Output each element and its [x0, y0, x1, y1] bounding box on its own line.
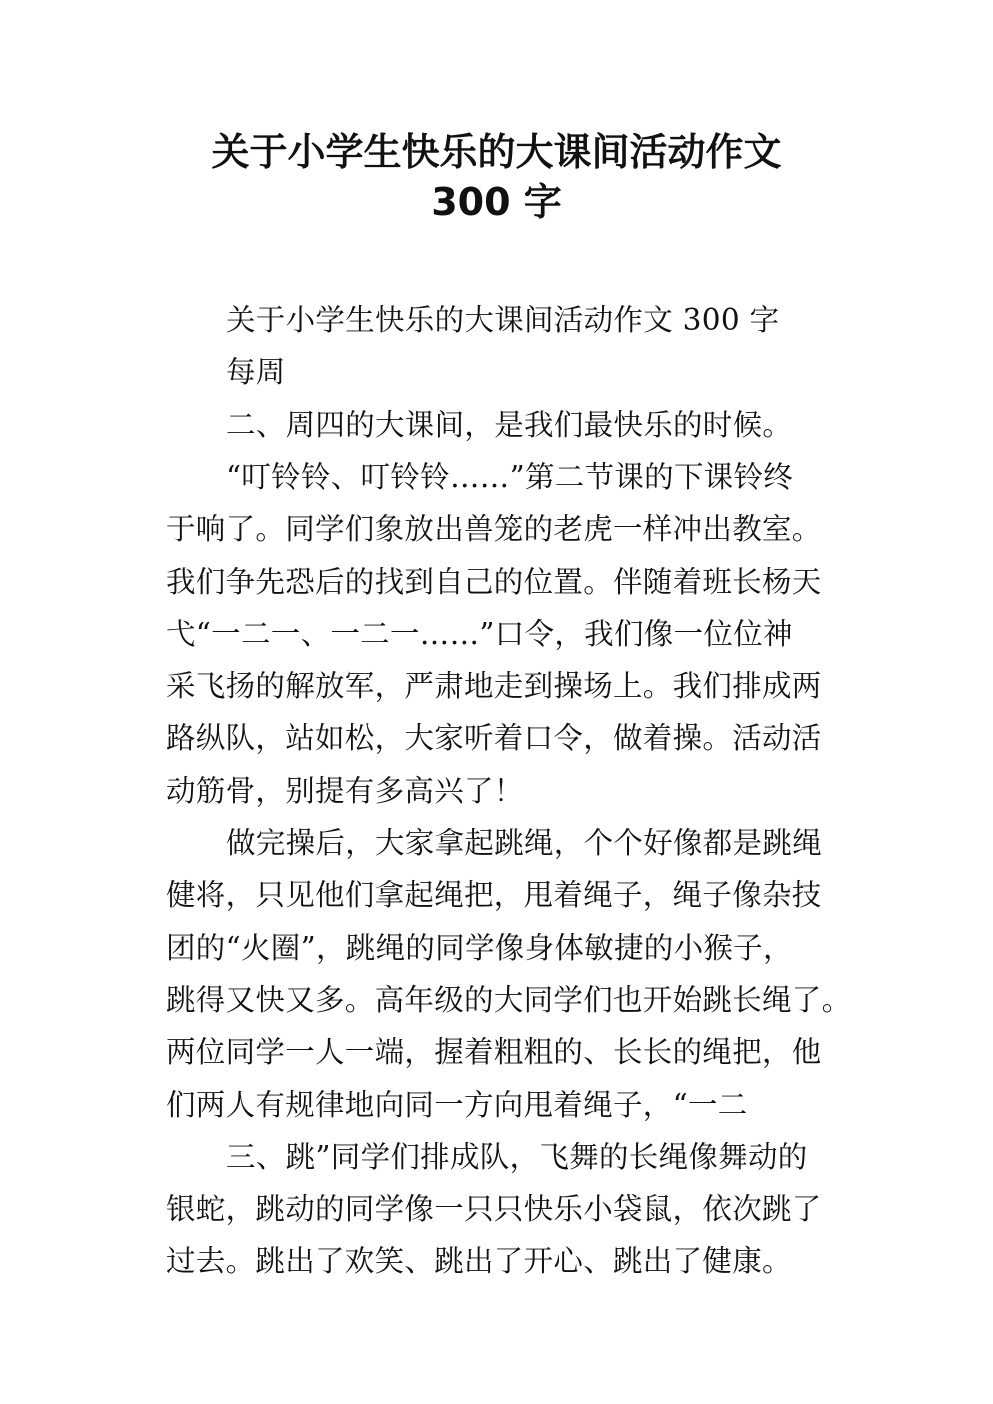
body-text-line: 做完操后，大家拿起跳绳，个个好像都是跳绳 — [226, 826, 823, 860]
body-text-line: 二、周四的大课间，是我们最快乐的时候。 — [226, 407, 793, 442]
body-text-line: 三、跳”同学们排成队，飞舞的长绳像舞动的 — [226, 1139, 808, 1174]
document-title-line-1: 关于小学生快乐的大课间活动作文 — [211, 130, 782, 174]
body-text-line: 采飞扬的解放军，严肃地走到操场上。我们排成两 — [166, 669, 822, 704]
body-text-line: 跳得又快又多。高年级的大同学们也开始跳长绳了。 — [166, 982, 852, 1017]
body-text-line: 路纵队，站如松，大家听着口令，做着操。活动活 — [166, 721, 822, 756]
body-text-line: 银蛇，跳动的同学像一只只快乐小袋鼠，依次跳了 — [166, 1192, 822, 1227]
document-title-line-2: 300 字 — [431, 180, 562, 224]
body-text-line: “叮铃铃、叮铃铃……”第二节课的下课铃终 — [226, 459, 794, 494]
body-text-line: 每周 — [226, 355, 286, 390]
body-text-line: 于响了。同学们象放出兽笼的老虎一样冲出教室。 — [166, 512, 822, 547]
body-text-line: 动筋骨，别提有多高兴了！ — [166, 773, 524, 808]
body-text-line: 两位同学一人一端，握着粗粗的、长长的绳把，他 — [166, 1035, 822, 1070]
body-text-line: 团的“火圈”，跳绳的同学像身体敏捷的小猴子， — [166, 930, 793, 965]
body-text-line: 我们争先恐后的找到自己的位置。伴随着班长杨天 — [166, 564, 822, 599]
body-text-line: 关于小学生快乐的大课间活动作文 300 字 — [226, 303, 780, 337]
body-text-line: 们两人有规律地向同一方向甩着绳子，“一二 — [166, 1087, 748, 1122]
body-text-line: 弋“一二一、一二一……”口令，我们像一位位神 — [166, 616, 793, 651]
body-text-line: 健将，只见他们拿起绳把，甩着绳子，绳子像杂技 — [166, 878, 822, 913]
body-text-line: 过去。跳出了欢笑、跳出了开心、跳出了健康。 — [166, 1244, 792, 1279]
